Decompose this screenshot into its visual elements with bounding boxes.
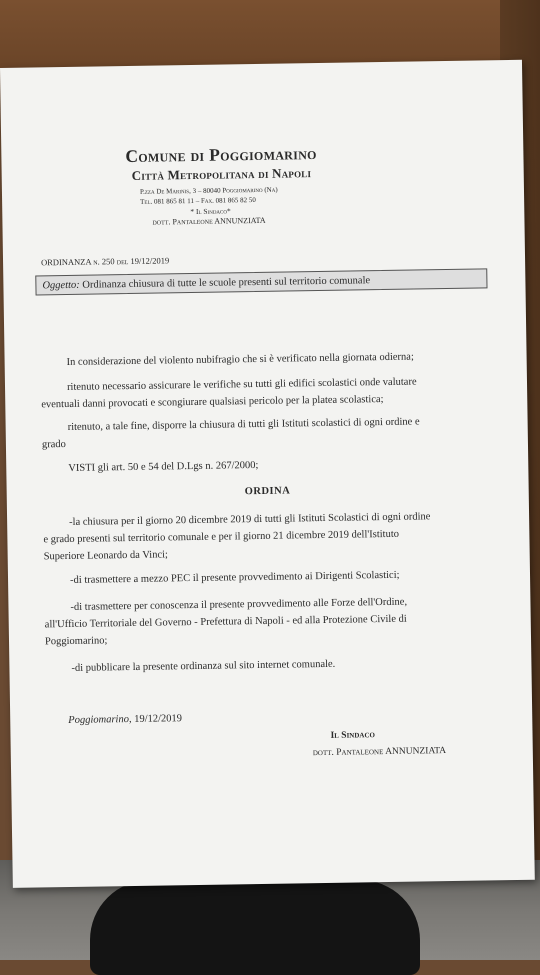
- place-name: Poggiomarino,: [68, 714, 132, 727]
- shoe: [90, 880, 420, 975]
- document-page: [0, 60, 535, 888]
- oggetto-box: [35, 268, 487, 295]
- order-item-chiusura-cont: e grado presenti sul territorio comunale e per il giorno 21 dicembre 2019 dell'Istituto: [43, 528, 400, 546]
- contacts-line: Tel. 081 865 81 11 – Fax. 081 865 82 50: [140, 195, 256, 206]
- paragraph-considerazione: In considerazione del violento nubifragio che si è verificato nella giornata odierna;: [66, 351, 414, 368]
- order-item-pubblicare: -di pubblicare la presente ordinanza sul sito internet comunale.: [71, 658, 336, 674]
- order-item-pec: -di trasmettere a mezzo PEC il presente provvedimento ai Dirigenti Scolastici;: [69, 569, 400, 586]
- sindaco-name: dott. Pantaleone ANNUNZIATA: [152, 215, 266, 227]
- oggetto-label: Oggetto:: [42, 279, 80, 292]
- address-line: P.zza De Marinis, 3 – 80040 Poggiomarino (Na): [139, 185, 278, 196]
- ordina-heading: ORDINA: [244, 485, 291, 498]
- paragraph-ritenuto-1-cont: eventuali danni provocati e scongiurare qualsiasi pericolo per la platea scolastica;: [41, 394, 384, 411]
- oggetto-text: Ordinanza chiusura di tutte le scuole presenti sul territorio comunale: [82, 275, 371, 291]
- paragraph-ritenuto-2: ritenuto, a tale fine, disporre la chiusura di tutti gli Istituti scolastici di ogni ordine e: [67, 416, 420, 433]
- paragraph-visti: VISTI gli art. 50 e 54 del D.Lgs n. 267/2000;: [68, 459, 259, 474]
- order-item-conoscenza-cont: all'Ufficio Territoriale del Governo - Prefettura di Napoli - ed alla Protezione Civile di: [44, 613, 407, 631]
- order-item-conoscenza: -di trasmettere per conoscenza il presente provvedimento alle Forze dell'Ordine,: [70, 596, 408, 613]
- citta-subtitle: Città Metropolitana di Napoli: [131, 165, 312, 183]
- signature-label: Il Sindaco: [330, 730, 376, 741]
- ordinanza-number: ORDINANZA n. 250 del 19/12/2019: [40, 255, 170, 268]
- comune-title: Comune di Poggiomarino: [125, 143, 317, 167]
- paragraph-ritenuto-2-cont: grado: [41, 439, 66, 451]
- order-item-conoscenza-cont2: Poggiomarino;: [44, 635, 108, 648]
- date-text: 19/12/2019: [134, 713, 183, 725]
- paragraph-ritenuto-1: ritenuto necessario assicurare le verifiche su tutti gli edifici scolastici onde valutare: [66, 376, 417, 393]
- order-item-chiusura-cont2: Superiore Leonardo da Vinci;: [43, 549, 169, 563]
- sindaco-label: * Il Sindaco*: [190, 206, 231, 217]
- order-item-chiusura: -la chiusura per il giorno 20 dicembre 2019 di tutti gli Istituti Scolastici di ogni ordine: [69, 511, 431, 528]
- signature-name: dott. Pantaleone ANNUNZIATA: [312, 746, 447, 759]
- place-date: [68, 713, 182, 726]
